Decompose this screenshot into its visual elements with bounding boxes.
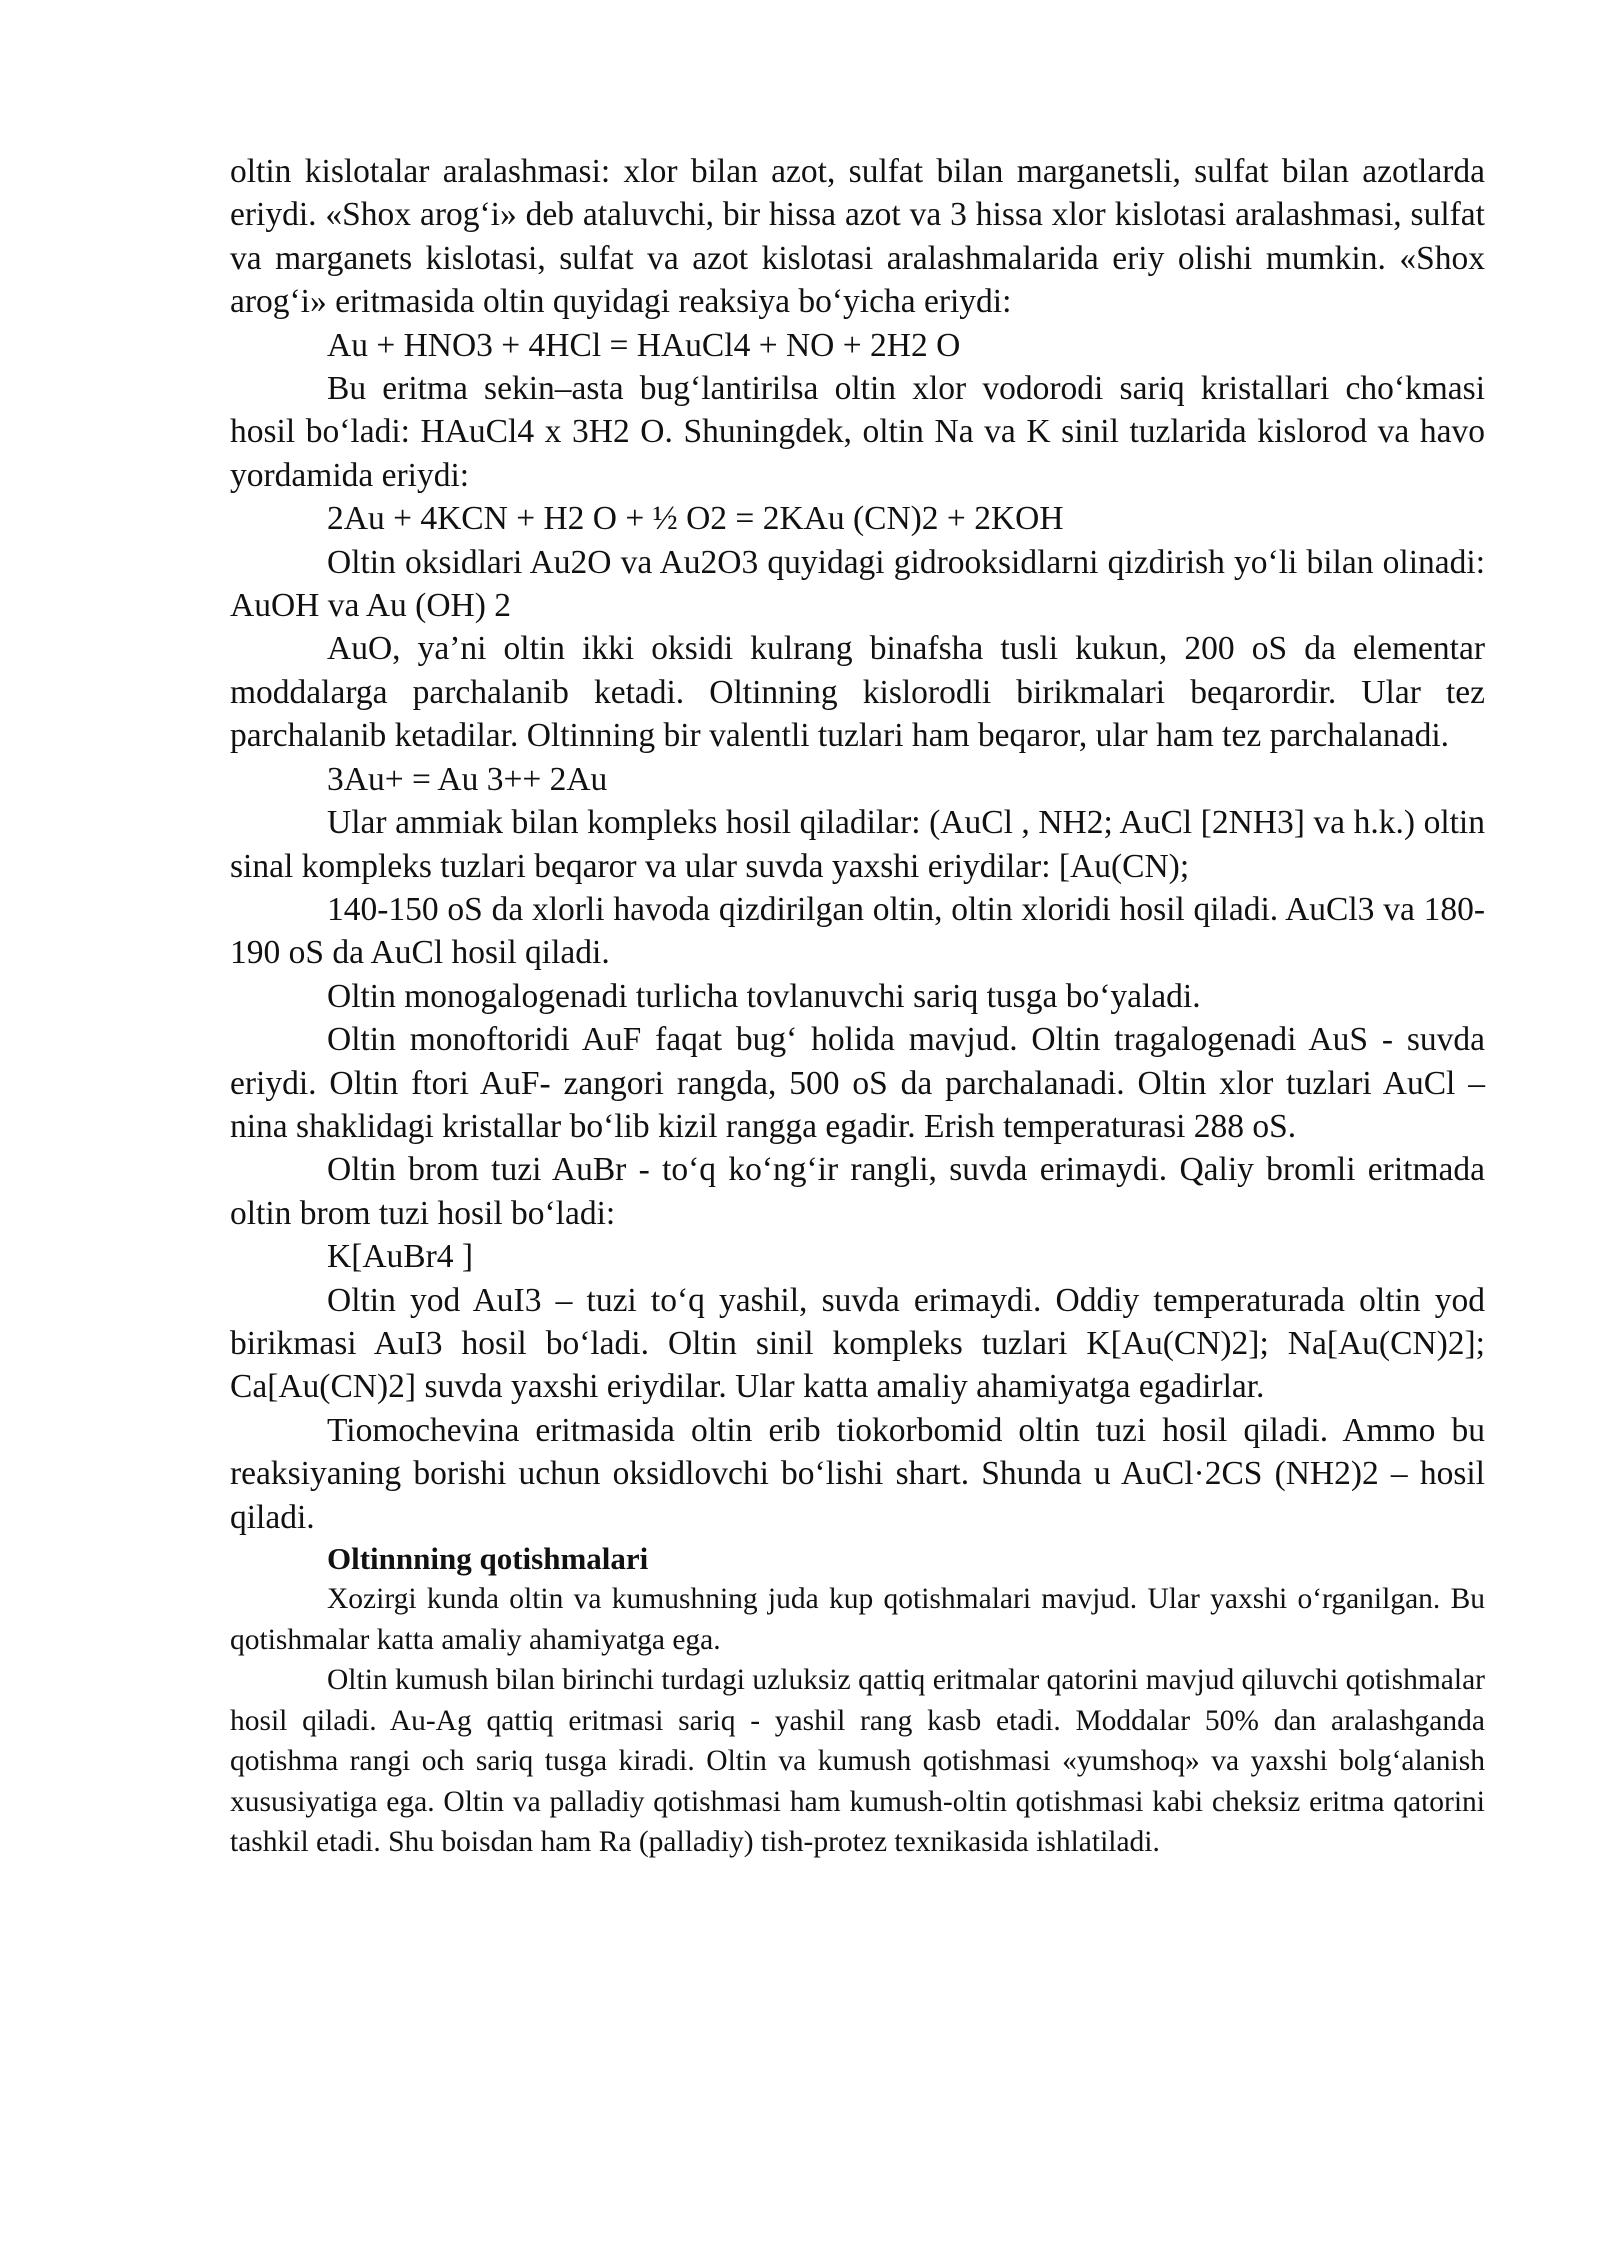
main-text	[230, 150, 1485, 1539]
paragraph: Oltin oksidlari Au2O va Au2O3 quyidagi gidrooksidlarni qizdirish yo‘li bilan olinadi: AuOH va Au (OH) 2	[230, 543, 1485, 625]
paragraph: Oltin kumush bilan birinchi turdagi uzluksiz qattiq eritmalar qatorini mavjud qiluvchi qotishmalar hosil qiladi. Au-Ag qattiq eritmasi sariq - yashil rang kasb etadi. Moddalar 50% dan aralashganda qotishma rangi och sariq tusga kiradi. Oltin va kumush qotishmasi «yumshoq» va yaxshi bolg‘alanish xususiyatiga ega. Oltin va palladiy qotishmasi ham kumush-oltin qotishmasi kabi cheksiz eritma qatorini tashkil etadi. Shu boisdan ham Ra (palladiy) tish-protez texnikasida ishlatiladi.	[230, 1664, 1485, 1858]
section-heading: Oltinnning qotishmalari	[327, 1541, 649, 1576]
paragraph: Oltin brom tuzi AuBr - to‘q ko‘ng‘ir rangli, suvda erimaydi. Qaliy bromli eritmada oltin brom tuzi hosil bo‘ladi:	[230, 1151, 1485, 1232]
paragraph: Bu eritma sekin–asta bug‘lantirilsa oltin xlor vodorodi sariq kristallari cho‘kmasi hosil bo‘ladi: HAuCl4 x 3H2 O. Shuningdek, oltin Na va K sinil tuzlarida kislorod va havo yordamida eriydi:	[230, 370, 1485, 494]
equation: 3Au+ = Au 3++ 2Au	[327, 760, 608, 798]
paragraph: oltin kislotalar aralashmasi: xlor bilan azot, sulfat bilan marganetsli, sulfat bilan azotlarda eriydi. «Shox arog‘i» deb ataluvchi, bir hissa azot va 3 hissa xlor kislotasi aralashmasi, sulfat va marganets kislotasi, sulfat va azot kislotasi aralashmalarida eriy olishi mumkin. «Shox arog‘i» eritmasida oltin quyidagi reaksiya bo‘yicha eriydi:	[230, 153, 1485, 321]
paragraph: AuO, ya’ni oltin ikki oksidi kulrang binafsha tusli kukun, 200 oS da elementar moddalarga parchalanib ketadi. Oltinning kislorodli birikmalari beqarordir. Ular tez parchalanib ketadilar. Oltinning bir valentli tuzlari ham beqaror, ular ham tez parchalanadi.	[230, 630, 1485, 755]
paragraph: Xozirgi kunda oltin va kumushning juda kup qotishmalari mavjud. Ular yaxshi o‘rganilgan. Bu qotishmalar katta amaliy ahamiyatga ega.	[230, 1583, 1485, 1656]
paragraph: Tiomochevina eritmasida oltin erib tiokorbomid oltin tuzi hosil qiladi. Ammo bu reaksiyaning borishi uchun oksidlovchi bo‘lishi shart. Shunda u AuCl·2CS (NH2)2 – hosil qiladi.	[230, 1411, 1485, 1536]
alloys-section	[230, 1539, 1485, 1863]
paragraph: Oltin monogalogenadi turlicha tovlanuvchi sariq tusga bo‘yaladi.	[327, 977, 1201, 1015]
equation: 2Au + 4KCN + H2 O + ½ O2 = 2KAu (CN)2 + 2KOH	[327, 500, 1064, 538]
document-page	[230, 150, 1485, 1863]
equation: K[AuBr4 ]	[327, 1238, 474, 1276]
paragraph: 140-150 oS da xlorli havoda qizdirilgan oltin, oltin xloridi hosil qiladi. AuCl3 va 180-190 oS da AuCl hosil qiladi.	[230, 890, 1485, 972]
equation: Au + HNO3 + 4HCl = HAuCl4 + NO + 2H2 O	[327, 326, 961, 364]
paragraph: Oltin monoftoridi AuF faqat bug‘ holida mavjud. Oltin tragalogenadi AuS - suvda eriydi. Oltin ftori AuF- zangori rangda, 500 oS da parchalanadi. Oltin xlor tuzlari AuCl – nina shaklidagi kristallar bo‘lib kizil rangga egadir. Erish temperaturasi 288 oS.	[230, 1021, 1485, 1145]
paragraph: Ular ammiak bilan kompleks hosil qiladilar: (AuCl , NH2; AuCl [2NH3] va h.k.) oltin sinal kompleks tuzlari beqaror va ular suvda yaxshi eriydilar: [Au(CN);	[230, 804, 1485, 885]
paragraph: Oltin yod AuI3 – tuzi to‘q yashil, suvda erimaydi. Oddiy temperaturada oltin yod birikmasi AuI3 hosil bo‘ladi. Oltin sinil kompleks tuzlari K[Au(CN)2]; Na[Au(CN)2]; Ca[Au(CN)2] suvda yaxshi eriydilar. Ular katta amaliy ahamiyatga egadirlar.	[230, 1281, 1485, 1406]
